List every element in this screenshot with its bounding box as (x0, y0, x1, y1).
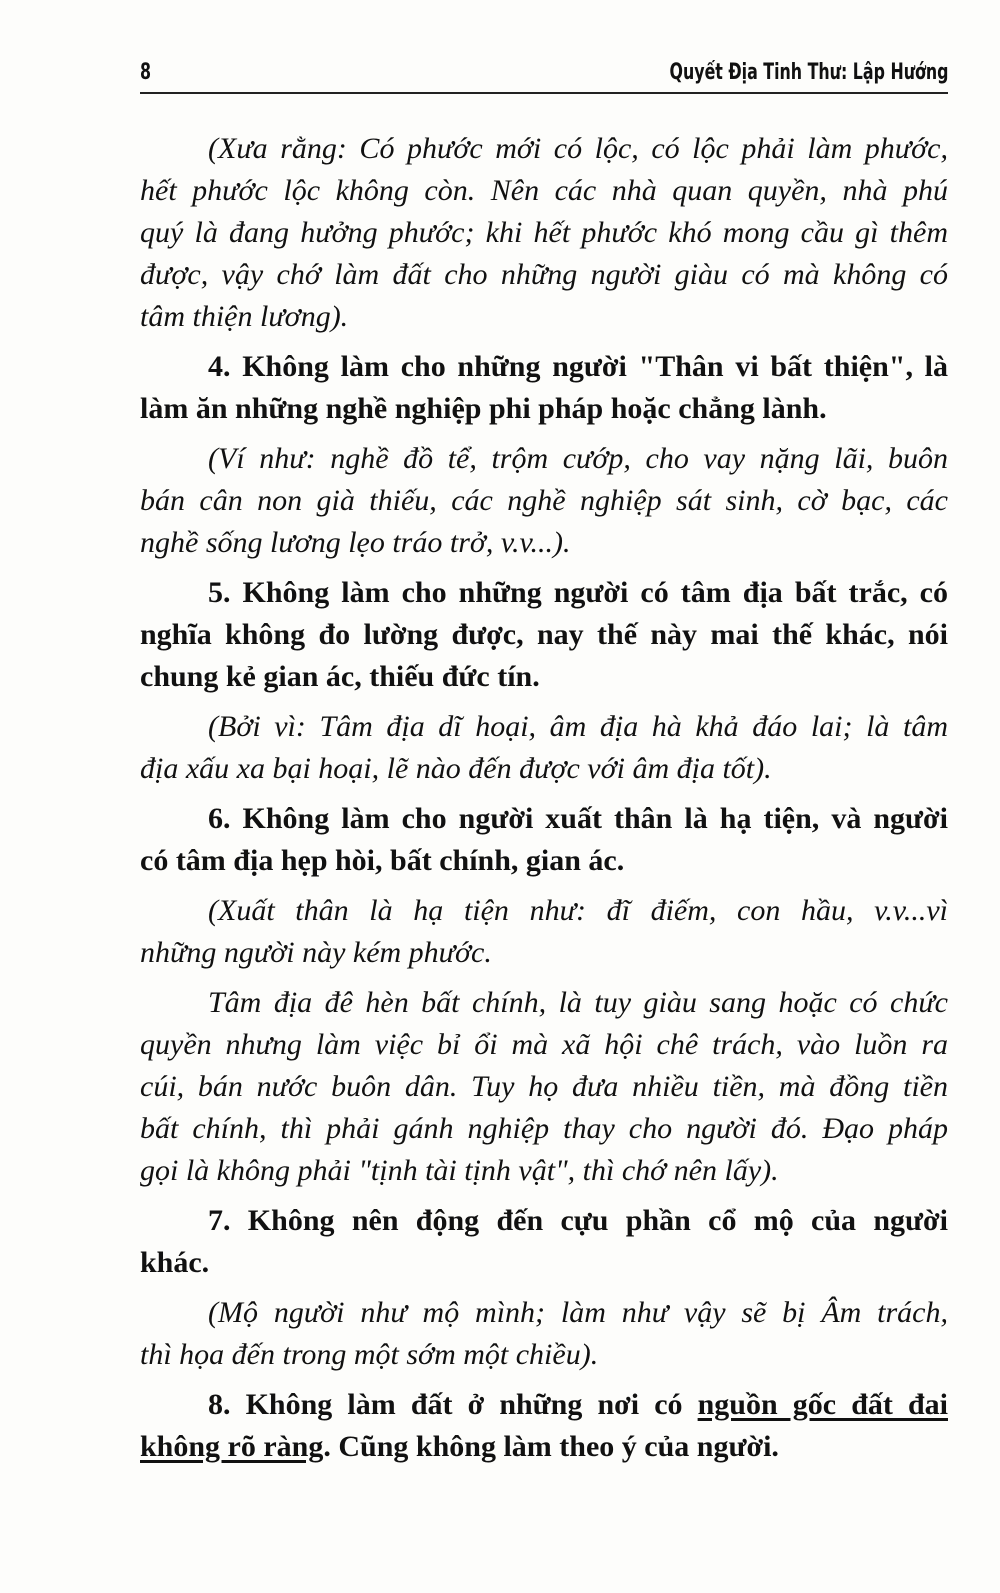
book-title: Quyết Địa Tinh Thư: Lập Hướng (669, 60, 948, 85)
text-line (140, 1384, 948, 1426)
rule-heading (140, 1384, 948, 1468)
text-line: khác. (140, 1246, 210, 1279)
text-line: quý là đang hưởng phước; khi hết phước khó mong cầu gì thêm (140, 216, 948, 249)
text-line: (Bởi vì: Tâm địa dĩ hoại, âm địa hà khả đáo lai; là tâm (208, 710, 948, 743)
text-line: địa xấu xa bại hoại, lẽ nào đến được với âm địa tốt). (140, 752, 772, 785)
rule-heading (140, 1200, 948, 1284)
explanatory-note (140, 706, 948, 790)
explanatory-note (140, 1292, 948, 1376)
text-line: Tâm địa đê hèn bất chính, là tuy giàu sang hoặc có chức (208, 986, 948, 1019)
text-line (140, 1426, 948, 1468)
text-segment: . Cũng không làm theo ý của người. (323, 1430, 779, 1463)
explanatory-note (140, 438, 948, 564)
page-body (140, 128, 948, 1476)
text-line: bán cân non già thiếu, các nghề nghiệp sát sinh, cờ bạc, các (140, 484, 948, 517)
text-line: cúi, bán nước buôn dân. Tuy họ đưa nhiều tiền, mà đồng tiền (140, 1070, 948, 1103)
running-header (140, 58, 948, 94)
text-line: được, vậy chớ làm đất cho những người giàu có mà không có (140, 258, 948, 291)
text-line: (Ví như: nghề đồ tể, trộm cướp, cho vay nặng lãi, buôn (208, 442, 948, 475)
text-line: thì họa đến trong một sớm một chiều). (140, 1338, 599, 1371)
text-line: 5. Không làm cho những người có tâm địa bất trắc, có (208, 576, 948, 609)
rule-heading (140, 572, 948, 698)
text-line: (Xưa rằng: Có phước mới có lộc, có lộc phải làm phước, (208, 132, 948, 165)
text-line: nghĩa không đo lường được, nay thế này mai thế khác, nói (140, 618, 948, 651)
rule-heading (140, 346, 948, 430)
text-line: 4. Không làm cho những người "Thân vi bất thiện", là (208, 350, 948, 383)
explanatory-note (140, 128, 948, 338)
text-line: nghề sống lương lẹo tráo trở, v.v...). (140, 526, 571, 559)
underlined-text: không rõ ràng (140, 1430, 324, 1463)
text-line: những người này kém phước. (140, 936, 492, 969)
text-line: hết phước lộc không còn. Nên các nhà quan quyền, nhà phú (140, 174, 948, 207)
text-line: quyền nhưng làm việc bỉ ổi mà xã hội chê trách, vào luồn ra (140, 1028, 948, 1061)
text-line: 7. Không nên động đến cựu phần cổ mộ của người (208, 1204, 948, 1237)
explanatory-note (140, 982, 948, 1192)
page-number: 8 (140, 60, 152, 85)
text-line: (Mộ người như mộ mình; làm như vậy sẽ bị Âm trách, (208, 1296, 948, 1329)
text-line: có tâm địa hẹp hòi, bất chính, gian ác. (140, 844, 625, 877)
text-line: tâm thiện lương). (140, 300, 349, 333)
text-line: chung kẻ gian ác, thiếu đức tín. (140, 660, 540, 693)
text-line: 6. Không làm cho người xuất thân là hạ tiện, và người (208, 802, 948, 835)
text-segment: 8. Không làm đất ở những nơi có (208, 1388, 698, 1421)
text-line: bất chính, thì phải gánh nghiệp thay cho người đó. Đạo pháp (140, 1112, 948, 1145)
underlined-text: nguồn gốc đất đai (697, 1388, 948, 1421)
explanatory-note (140, 890, 948, 974)
text-line: gọi là không phải "tịnh tài tịnh vật", thì chớ nên lấy). (140, 1154, 779, 1187)
text-line: (Xuất thân là hạ tiện như: đĩ điếm, con hầu, v.v...vì (208, 894, 948, 927)
text-line: làm ăn những nghề nghiệp phi pháp hoặc chẳng lành. (140, 392, 827, 425)
rule-heading (140, 798, 948, 882)
